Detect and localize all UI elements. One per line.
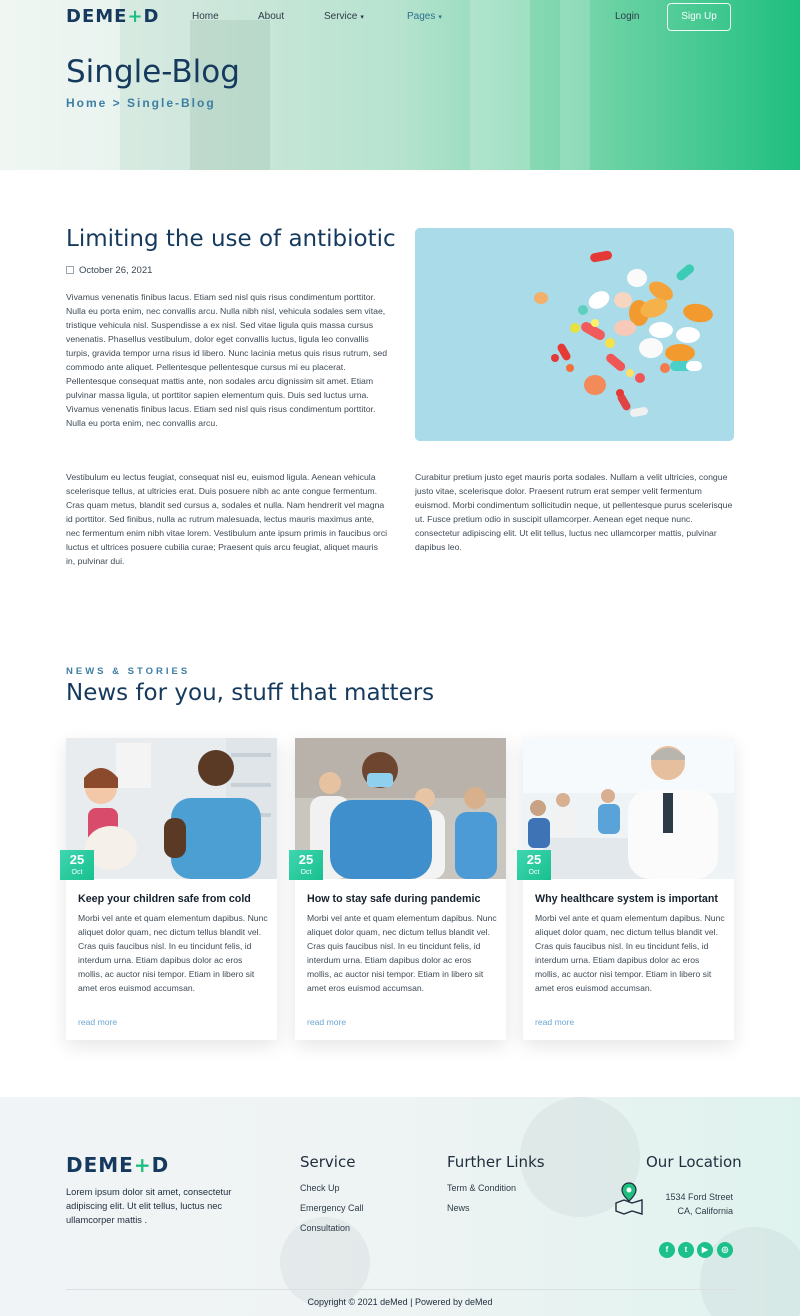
article-paragraph: Vivamus venenatis finibus lacus. Etiam sed nisl quis risus condimentum porttitor. Nulla eu porta enim, nec convallis arcu. Nulla nibh nisl, vehicula sodales sem vitae, tristique vehicula nisl. Suspendisse a ex nisl. Sed vitae ligula quis massa cursus venenatis. Phasellus vestibulum, dolor eget convallis luctus, ligula leo convallis turpis, gravida tempor urna risus id libero. Nunc lacinia metus quis risus rutrum, sed commodo ante aliquet. Pellentesque pellentesque cursus mi eu placerat. Pellentesque consequat mattis ante, non sodales arcu dignissim sit amet. Etiam pulvinar massa ligula, ut porttitor sapien elementum quis. Duis sed luctus urna. Vivamus venenatis finibus lacus. Etiam sed nisl quis risus condimentum porttitor. Nulla eu porta enim, nec convallis arcu.	[66, 292, 388, 428]
sign-up-button[interactable]: Sign Up	[667, 3, 731, 31]
date-badge: 25 Oct	[289, 850, 323, 880]
news-card[interactable]	[66, 738, 277, 1040]
hero-background-shape	[190, 20, 270, 170]
copyright-text: Copyright © 2021 deMed | Powered by deMed	[307, 1297, 493, 1307]
card-image	[295, 738, 506, 879]
facebook-icon[interactable]: f	[659, 1242, 675, 1258]
twitter-icon[interactable]: t	[678, 1242, 694, 1258]
card-title[interactable]: Why healthcare system is important	[535, 893, 718, 905]
news-card[interactable]	[523, 738, 734, 1040]
footer-heading-further-links: Further Links	[447, 1153, 545, 1171]
doctor-team-illustration	[523, 738, 734, 879]
nav-item-about[interactable]: About	[258, 11, 285, 22]
article-title: Limiting the use of antibiotic	[66, 226, 396, 252]
card-text: Morbi vel ante et quam elementum dapibus. Nunc aliquet dolor quam, nec dictum tellus blandit vel. Cras quis faucibus nisl. In eu tincidunt felis, id interdum urna. Etiam dapibus dolor ac eros mollis, ac auctor nisi tempor. Etiam in libero sit amet eros euismod accumsan.	[535, 913, 725, 993]
dribbble-icon[interactable]: ◎	[717, 1242, 733, 1258]
footer-logo[interactable]: DEME+D	[66, 1153, 170, 1177]
footer-divider	[66, 1289, 734, 1290]
doctor-child-illustration	[66, 738, 277, 879]
card-image	[66, 738, 277, 879]
calendar-icon	[66, 266, 74, 274]
footer-about-text: Lorem ipsum dolor sit amet, consectetur adipiscing elit. Ut elit tellus, luctus nec ullamcorper mattis .	[66, 1187, 232, 1225]
card-text: Morbi vel ante et quam elementum dapibus. Nunc aliquet dolor quam, nec dictum tellus blandit vel. Cras quis faucibus nisl. In eu tincidunt felis, id interdum urna. Etiam dapibus dolor ac eros mollis, ac auctor nisi tempor. Etiam in libero sit amet eros euismod accumsan.	[307, 913, 497, 993]
read-more-link[interactable]: read more	[78, 1017, 118, 1027]
read-more-link[interactable]: read more	[535, 1017, 575, 1027]
nav-item-service[interactable]: Service ▾	[324, 11, 364, 22]
card-title[interactable]: How to stay safe during pandemic	[307, 893, 481, 905]
top-navigation	[0, 0, 800, 34]
read-more-link[interactable]: read more	[307, 1017, 347, 1027]
footer-address: 1534 Ford Street CA, California	[665, 1192, 733, 1216]
site-footer	[0, 1097, 800, 1316]
section-kicker: NEWS & STORIES	[66, 666, 191, 677]
breadcrumb[interactable]: Home > Single-Blog	[66, 96, 216, 110]
date-badge: 25 Oct	[517, 850, 551, 880]
footer-link-emergency-call[interactable]: Emergency Call	[300, 1203, 364, 1213]
date-badge: 25 Oct	[60, 850, 94, 880]
article-paragraph: Vestibulum eu lectus feugiat, consequat nisl eu, euismod ligula. Aenean vehicula scelerisque tellus, at ultricies erat. Duis posuere nibh ac ante congue fermentum. Cras quam metus, blandit sed cursus a, sodales et nulla. Nam hendrerit vel magna id porttitor. Sed finibus, nulla ac rutrum malesuada, lectus mauris maximus ante, nec fermentum enim nibh vitae lorem. Vestibulum ante ipsum primis in faucibus orci luctus et ultrices posuere cubilia curae; Praesent quis arcu feugiat, aliquet mauris in, pulvinar dui.	[66, 472, 388, 566]
chevron-down-icon: ▾	[438, 14, 442, 21]
card-text: Morbi vel ante et quam elementum dapibus. Nunc aliquet dolor quam, nec dictum tellus blandit vel. Cras quis faucibus nisl. In eu tincidunt felis, id interdum urna. Etiam dapibus dolor ac eros mollis, ac auctor nisi tempor. Etiam in libero sit amet eros euismod accumsan.	[78, 913, 268, 993]
login-link[interactable]: Login	[615, 11, 640, 22]
footer-link-check-up[interactable]: Check Up	[300, 1183, 340, 1193]
article-date: October 26, 2021	[66, 265, 152, 276]
card-title[interactable]: Keep your children safe from cold	[78, 893, 251, 905]
footer-link-news[interactable]: News	[447, 1203, 470, 1213]
hero-banner	[0, 0, 800, 170]
medical-staff-illustration	[295, 738, 506, 879]
page-title: Single-Blog	[66, 54, 240, 90]
site-logo[interactable]: DEME+D	[66, 6, 160, 27]
article-paragraph: Curabitur pretium justo eget mauris porta sodales. Nullam a velit ultricies, congue justo vitae, scelerisque dolor. Praesent rutrum erat semper velit fermentum euismod. Morbi condimentum sollicitudin neque, ut pellentesque purus scelerisque ut. Fusce pretium odio in suscipit ullamcorper. Aenean eget neque nunc. consectetur adipiscing elit. Ut elit tellus, luctus nec ullamcorper mattis, pulvinar dapibus leo.	[415, 472, 733, 552]
pills-image	[415, 228, 734, 441]
section-title: News for you, stuff that matters	[66, 680, 435, 706]
chevron-down-icon: ▾	[360, 14, 364, 21]
footer-heading-service: Service	[300, 1153, 356, 1171]
pills-illustration	[415, 228, 734, 441]
map-pin-icon	[614, 1181, 644, 1215]
nav-item-pages[interactable]: Pages ▾	[407, 11, 442, 22]
footer-heading-location: Our Location	[646, 1153, 742, 1171]
footer-link-terms[interactable]: Term & Condition	[447, 1183, 517, 1193]
footer-link-consultation[interactable]: Consultation	[300, 1223, 351, 1233]
card-image	[523, 738, 734, 879]
nav-item-home[interactable]: Home	[192, 11, 219, 22]
news-card[interactable]	[295, 738, 506, 1040]
youtube-icon[interactable]: ▶	[697, 1242, 713, 1258]
